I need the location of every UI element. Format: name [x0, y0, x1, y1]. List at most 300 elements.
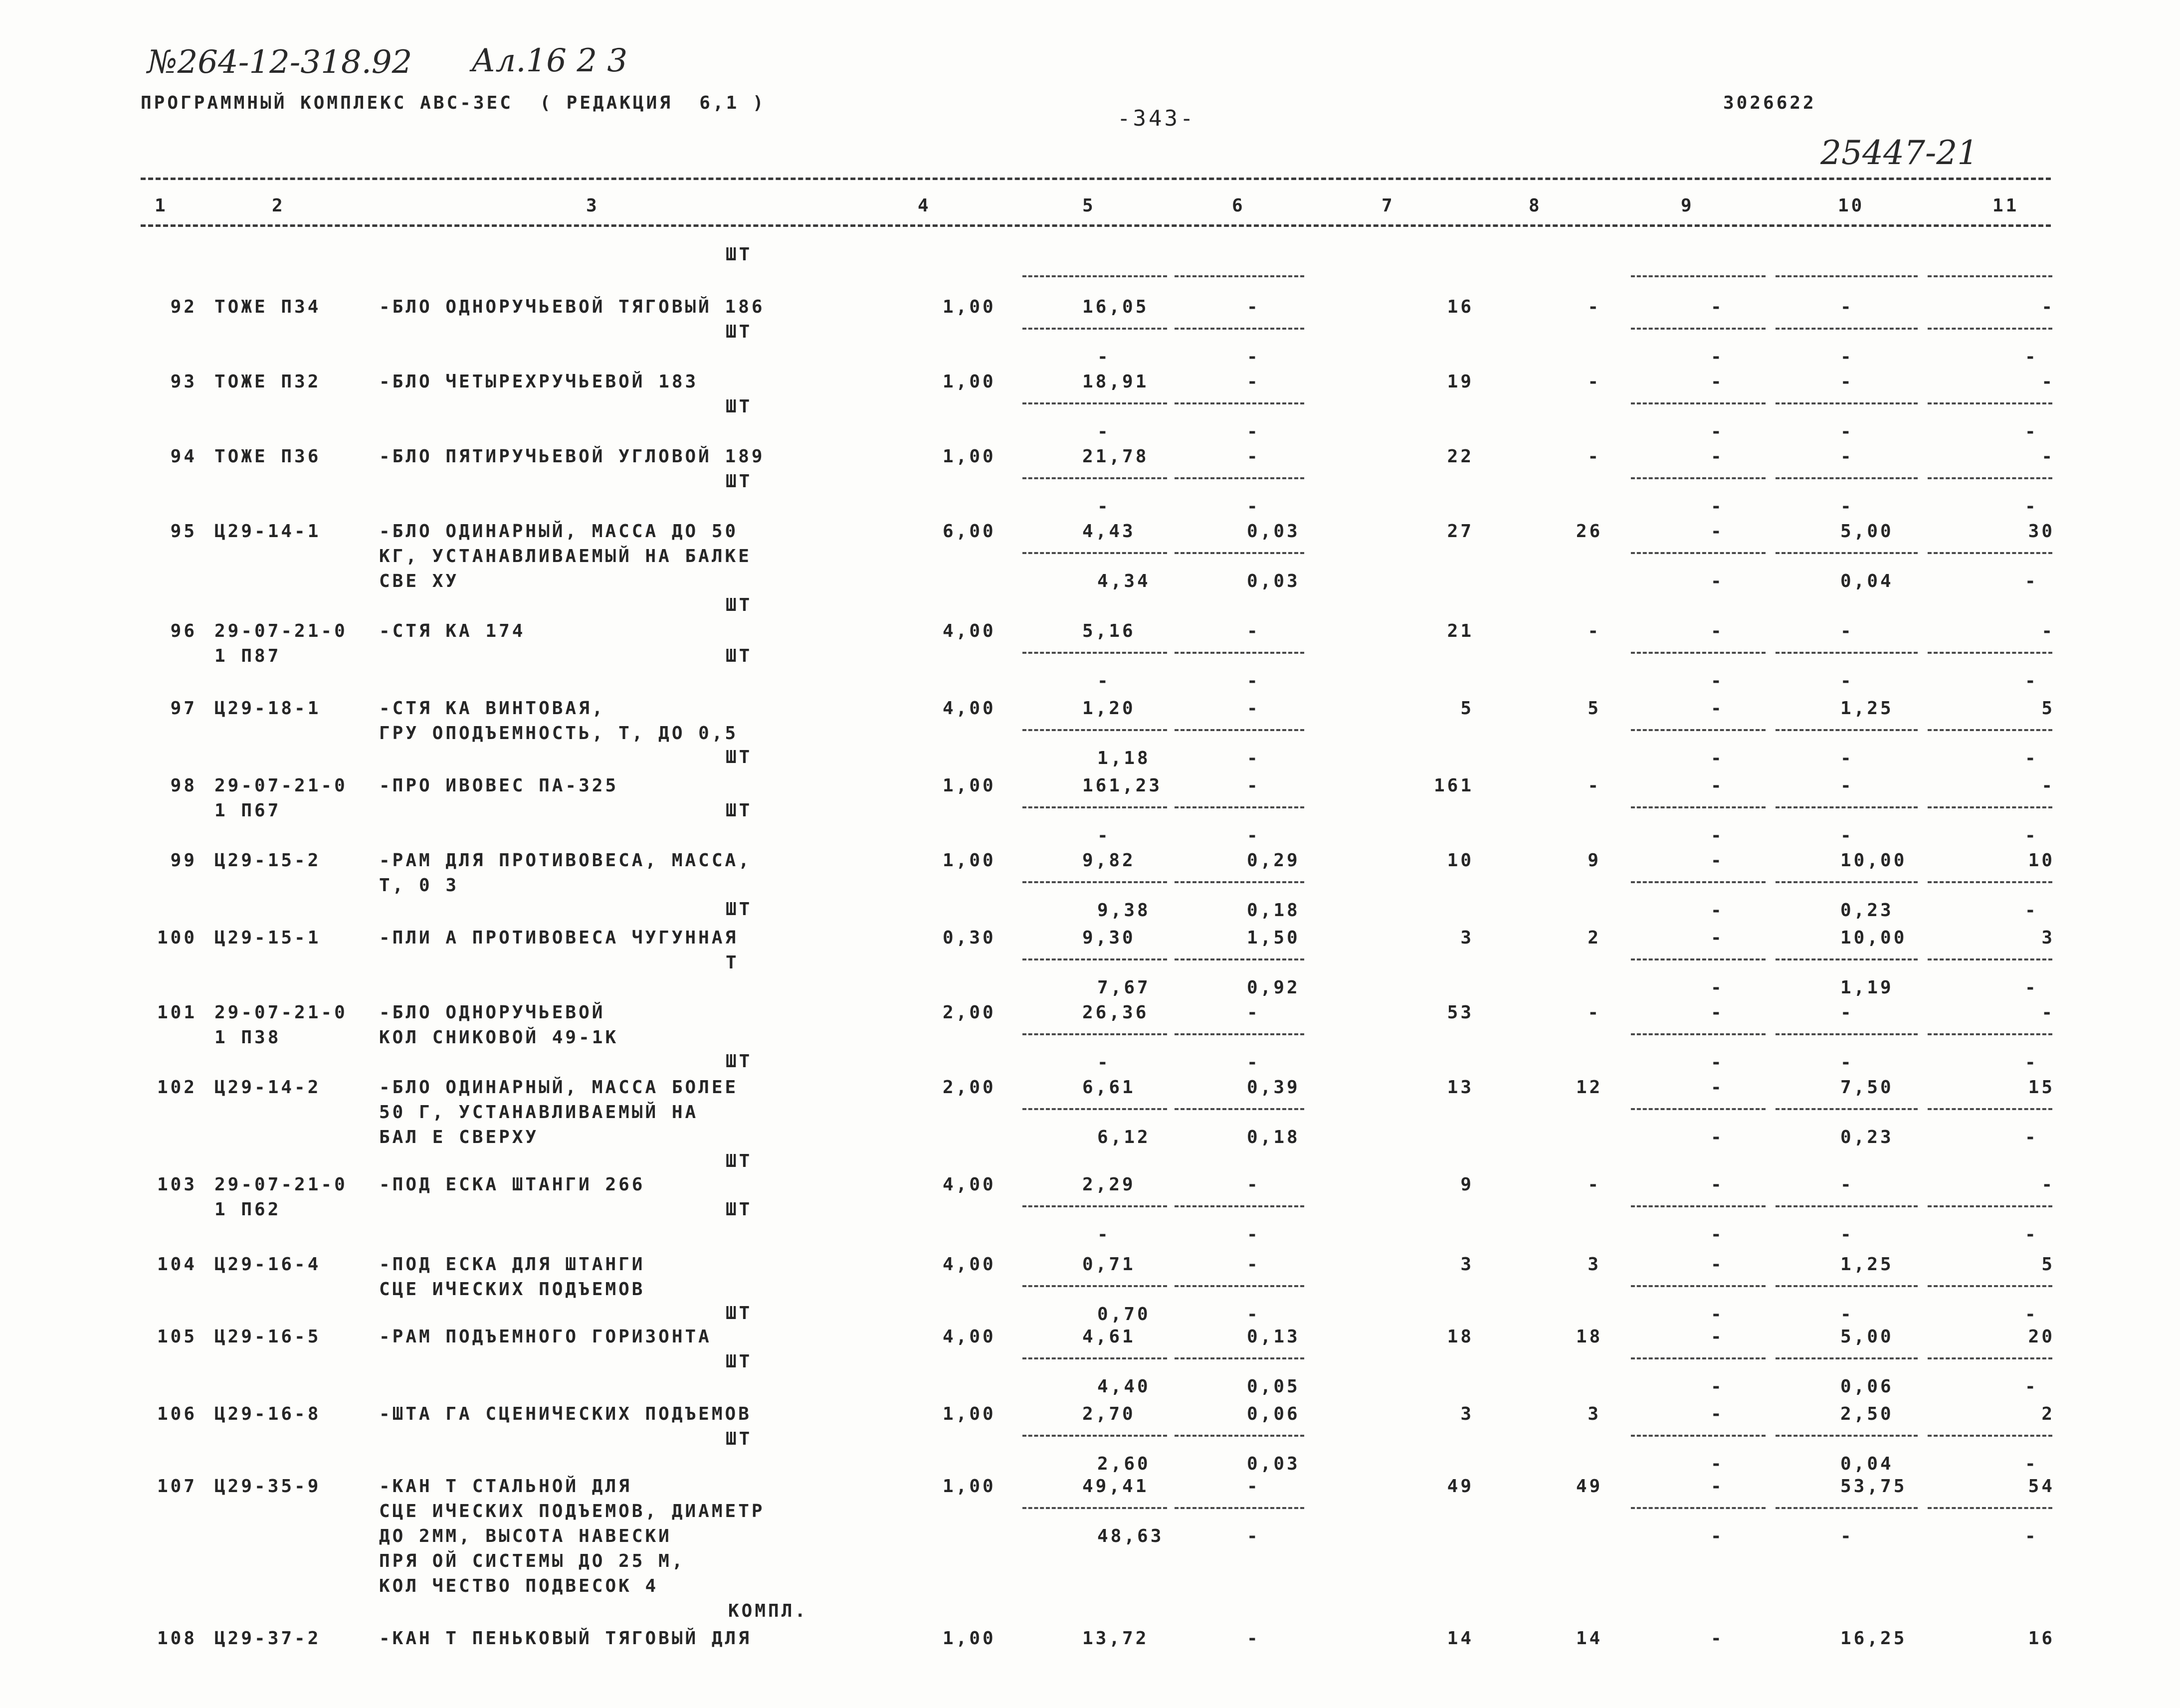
cell-col9: -: [1711, 297, 1724, 317]
row-name: ДО 2ММ, ВЫСОТА НАВЕСКИ: [379, 1526, 672, 1546]
cell-col9: -: [1711, 698, 1724, 719]
cell-col9-second: -: [1711, 671, 1724, 691]
row-number: 103: [157, 1174, 197, 1195]
cell-rule-col11: [1928, 402, 2052, 404]
cell-col5: 0,71: [1082, 1254, 1136, 1275]
row-unit: ШТ: [726, 747, 753, 767]
row-name: -БЛО ОДИНАРНЫЙ, МАССА БОЛЕЕ: [379, 1077, 739, 1098]
cell-rule-col11: [1928, 958, 2052, 960]
cell-col8: -: [1587, 775, 1601, 796]
cell-rule-col11: [1928, 477, 2052, 479]
column-header-10: 10: [1838, 195, 1865, 216]
cell-col10-second: -: [1840, 1526, 1854, 1546]
cell-col7: 19: [1447, 372, 1474, 392]
cell-col10-second: 0,06: [1840, 1376, 1894, 1397]
cell-col8: 18: [1576, 1327, 1603, 1347]
row-unit: ШТ: [726, 1303, 753, 1324]
cell-rule-col5: [1022, 652, 1167, 654]
row-code: Ц29-35-9: [214, 1476, 321, 1497]
cell-rule-col5: [1022, 328, 1167, 330]
cell-col9-second: -: [1711, 496, 1724, 517]
cell-rule-col10: [1776, 477, 1918, 479]
cell-col10-second: -: [1840, 671, 1854, 691]
cell-rule-col11: [1928, 806, 2052, 808]
row-quantity: 4,00: [943, 698, 996, 719]
cell-col9: -: [1711, 521, 1724, 542]
row-name: Т, 0 3: [379, 875, 459, 896]
row-name: ГРУ ОПОДЪЕМНОСТЬ, Т, ДО 0,5: [379, 723, 739, 744]
cell-col10: -: [1840, 372, 1854, 392]
cell-rule-col10: [1776, 652, 1918, 654]
cell-col11-second: -: [2025, 496, 2038, 517]
row-quantity: 4,00: [943, 1174, 996, 1195]
cell-col9-second: -: [1711, 977, 1724, 998]
cell-col11-second: -: [2025, 1304, 2038, 1325]
row-name: -СТЯ КА 174: [379, 621, 526, 641]
row-unit: ШТ: [726, 595, 753, 615]
row-code: 29-07-21-0: [214, 1002, 348, 1023]
cell-col6-second: -: [1247, 1304, 1260, 1325]
cell-col9-second: -: [1711, 1376, 1724, 1397]
cell-col5: 4,61: [1082, 1327, 1136, 1347]
row-name: БАЛ Е СВЕРХУ: [379, 1127, 539, 1147]
cell-rule-col5: [1022, 275, 1167, 277]
cell-col8: -: [1587, 446, 1601, 467]
cell-rule-col11: [1928, 729, 2052, 731]
row-unit: ШТ: [726, 1151, 753, 1171]
cell-col6: -: [1247, 1002, 1260, 1023]
row-code: Ц29-15-2: [214, 850, 321, 871]
row-name: -ПОД ЕСКА ДЛЯ ШТАНГИ: [379, 1254, 645, 1275]
cell-rule-col6: [1175, 275, 1304, 277]
cell-col5: 26,36: [1082, 1002, 1149, 1023]
cell-col10: -: [1840, 775, 1854, 796]
handwritten-document-number: №264-12-318.92: [147, 44, 412, 81]
cell-col9: -: [1711, 1476, 1724, 1497]
program-line: ПРОГРАММНЫЙ КОМПЛЕКС АВС-ЗЕС ( РЕДАКЦИЯ 6,1 ): [141, 93, 766, 113]
cell-col5-second: -: [1097, 1224, 1111, 1245]
cell-col10-second: -: [1840, 1304, 1854, 1325]
cell-col5-second: 2,60: [1097, 1454, 1151, 1474]
cell-rule-col9: [1631, 402, 1766, 404]
cell-rule-col10: [1776, 1033, 1918, 1035]
column-header-5: 5: [1082, 195, 1096, 216]
cell-col10-second: -: [1840, 825, 1854, 846]
row-unit: ШТ: [726, 800, 753, 821]
cell-col11-second: -: [2025, 1127, 2038, 1147]
row-name: -ШТА ГА СЦЕНИЧЕСКИХ ПОДЪЕМОВ: [379, 1404, 752, 1424]
cell-col5: 1,20: [1082, 698, 1136, 719]
cell-col11: -: [2041, 621, 2055, 641]
cell-col11: -: [2041, 775, 2055, 796]
cell-rule-col9: [1631, 1108, 1766, 1110]
cell-col11: -: [2041, 372, 2055, 392]
cell-rule-col6: [1175, 1108, 1304, 1110]
cell-rule-col9: [1631, 729, 1766, 731]
cell-col8: 3: [1587, 1404, 1601, 1424]
cell-col11-second: -: [2025, 347, 2038, 367]
cell-rule-col10: [1776, 402, 1918, 404]
cell-rule-col11: [1928, 275, 2052, 277]
cell-col9: -: [1711, 446, 1724, 467]
cell-col7: 3: [1460, 1254, 1474, 1275]
cell-col6-second: 0,18: [1247, 1127, 1300, 1147]
cell-rule-col9: [1631, 881, 1766, 883]
column-header-2: 2: [272, 195, 285, 216]
row-name: -СТЯ КА ВИНТОВАЯ,: [379, 698, 605, 719]
cell-col10-second: 0,23: [1840, 900, 1894, 921]
cell-col5: 49,41: [1082, 1476, 1149, 1497]
row-quantity: 1,00: [943, 446, 996, 467]
cell-col10-second: -: [1840, 347, 1854, 367]
cell-rule-col11: [1928, 1285, 2052, 1287]
cell-col10-second: 0,04: [1840, 1454, 1894, 1474]
cell-rule-col9: [1631, 1205, 1766, 1207]
cell-col6-second: -: [1247, 496, 1260, 517]
row-unit: КОМПЛ.: [728, 1601, 808, 1621]
cell-rule-col10: [1776, 552, 1918, 554]
cell-col10: -: [1840, 1174, 1854, 1195]
row-number: 105: [157, 1327, 197, 1347]
cell-col11: -: [2041, 446, 2055, 467]
cell-rule-col5: [1022, 1507, 1167, 1509]
row-name: -БЛО ЧЕТЫРЕХРУЧЬЕВОЙ 183: [379, 372, 699, 392]
cell-rule-col11: [1928, 328, 2052, 330]
cell-col9-second: -: [1711, 1454, 1724, 1474]
cell-col9: -: [1711, 1174, 1724, 1195]
cell-col7: 3: [1460, 1404, 1474, 1424]
cell-col11-second: -: [2025, 1052, 2038, 1073]
row-code: 1 П67: [214, 800, 281, 821]
cell-col6: -: [1247, 297, 1260, 317]
cell-col11-second: -: [2025, 825, 2038, 846]
column-header-3: 3: [586, 195, 599, 216]
cell-col7: 49: [1447, 1476, 1474, 1497]
cell-col6: 1,50: [1247, 928, 1300, 948]
row-number: 98: [170, 775, 197, 796]
cell-col6: -: [1247, 372, 1260, 392]
cell-rule-col9: [1631, 652, 1766, 654]
cell-col8: -: [1587, 1174, 1601, 1195]
cell-col9-second: -: [1711, 1304, 1724, 1325]
cell-col11: 2: [2041, 1404, 2055, 1424]
row-code: Ц29-14-1: [214, 521, 321, 542]
cell-rule-col9: [1631, 328, 1766, 330]
cell-rule-col9: [1631, 552, 1766, 554]
cell-rule-col6: [1175, 477, 1304, 479]
row-number: 107: [157, 1476, 197, 1497]
cell-rule-col5: [1022, 1108, 1167, 1110]
cell-col6: -: [1247, 1476, 1260, 1497]
cell-rule-col6: [1175, 1507, 1304, 1509]
cell-rule-col10: [1776, 881, 1918, 883]
row-number: 94: [170, 446, 197, 467]
column-header-6: 6: [1232, 195, 1245, 216]
cell-col10: 10,00: [1840, 928, 1907, 948]
cell-rule-col9: [1631, 1033, 1766, 1035]
row-name: 50 Г, УСТАНАВЛИВАЕМЫЙ НА: [379, 1102, 699, 1123]
cell-col7: 16: [1447, 297, 1474, 317]
cell-col11: 16: [2028, 1628, 2055, 1649]
cell-col8: 26: [1576, 521, 1603, 542]
cell-col7: 21: [1447, 621, 1474, 641]
cell-col7: 10: [1447, 850, 1474, 871]
row-quantity: 4,00: [943, 1327, 996, 1347]
row-unit: ШТ: [726, 1199, 753, 1220]
cell-col11: -: [2041, 297, 2055, 317]
cell-rule-col5: [1022, 1205, 1167, 1207]
cell-col6: 0,03: [1247, 521, 1300, 542]
cell-rule-col6: [1175, 1285, 1304, 1287]
cell-col10: -: [1840, 297, 1854, 317]
row-code: ТОЖЕ П34: [214, 297, 321, 317]
cell-col6-second: -: [1247, 671, 1260, 691]
cell-col5-second: -: [1097, 347, 1111, 367]
cell-rule-col10: [1776, 958, 1918, 960]
cell-rule-col10: [1776, 328, 1918, 330]
cell-col6-second: 0,03: [1247, 1454, 1300, 1474]
cell-col9: -: [1711, 1254, 1724, 1275]
cell-col6: -: [1247, 1254, 1260, 1275]
column-header-9: 9: [1681, 195, 1694, 216]
cell-col5: 9,82: [1082, 850, 1136, 871]
row-number: 104: [157, 1254, 197, 1275]
cell-col9: -: [1711, 621, 1724, 641]
column-header-7: 7: [1382, 195, 1395, 216]
cell-col6: 0,13: [1247, 1327, 1300, 1347]
cell-col6: -: [1247, 446, 1260, 467]
cell-col5: 21,78: [1082, 446, 1149, 467]
cell-col8: 14: [1576, 1628, 1603, 1649]
cell-col5-second: -: [1097, 671, 1111, 691]
cell-rule-col6: [1175, 881, 1304, 883]
cell-col10-second: 1,19: [1840, 977, 1894, 998]
row-code: 1 П62: [214, 1199, 281, 1220]
row-number: 100: [157, 928, 197, 948]
cell-col6-second: -: [1247, 748, 1260, 768]
cell-col11: 5: [2041, 1254, 2055, 1275]
cell-col7: 5: [1460, 698, 1474, 719]
cell-rule-col10: [1776, 1507, 1918, 1509]
row-name: КОЛ ЧЕСТВО ПОДВЕСОК 4: [379, 1576, 659, 1596]
cell-col6-second: -: [1247, 1052, 1260, 1073]
cell-col5: 161,23: [1082, 775, 1163, 796]
cell-col9-second: -: [1711, 748, 1724, 768]
cell-col10-second: 0,04: [1840, 571, 1894, 591]
row-name: -БЛО ОДНОРУЧЬЕВОЙ: [379, 1002, 605, 1023]
cell-rule-col5: [1022, 1285, 1167, 1287]
row-number: 106: [157, 1404, 197, 1424]
cell-col11: 10: [2028, 850, 2055, 871]
row-number: 102: [157, 1077, 197, 1098]
row-quantity: 4,00: [943, 1254, 996, 1275]
cell-col6: -: [1247, 775, 1260, 796]
row-name: -РАМ ДЛЯ ПРОТИВОВЕСА, МАССА,: [379, 850, 752, 871]
cell-col7: 9: [1460, 1174, 1474, 1195]
cell-col9-second: -: [1711, 421, 1724, 442]
row-unit: ШТ: [726, 1351, 753, 1372]
row-number: 93: [170, 372, 197, 392]
cell-col9-second: -: [1711, 1224, 1724, 1245]
page-number: -343-: [1117, 106, 1196, 131]
cell-col5-second: 48,63: [1097, 1526, 1164, 1546]
cell-col10: 2,50: [1840, 1404, 1894, 1424]
row-unit: ШТ: [726, 244, 753, 265]
cell-col5: 2,70: [1082, 1404, 1136, 1424]
row-quantity: 0,30: [943, 928, 996, 948]
cell-rule-col5: [1022, 1357, 1167, 1359]
cell-col11-second: -: [2025, 1526, 2038, 1546]
cell-col5-second: 7,67: [1097, 977, 1151, 998]
column-header-11: 11: [1992, 195, 2019, 216]
row-name: -РАМ ПОДЪЕМНОГО ГОРИЗОНТА: [379, 1327, 712, 1347]
cell-col5-second: 6,12: [1097, 1127, 1151, 1147]
row-code: 1 П87: [214, 646, 281, 666]
cell-rule-col6: [1175, 1205, 1304, 1207]
cell-rule-col6: [1175, 729, 1304, 731]
cell-col11-second: -: [2025, 1224, 2038, 1245]
cell-rule-col5: [1022, 958, 1167, 960]
header-bottom-rule: [141, 224, 2051, 227]
cell-col9-second: -: [1711, 571, 1724, 591]
row-number: 95: [170, 521, 197, 542]
cell-col9-second: -: [1711, 1127, 1724, 1147]
cell-col6: -: [1247, 1174, 1260, 1195]
row-quantity: 4,00: [943, 621, 996, 641]
cell-rule-col9: [1631, 1435, 1766, 1437]
cell-rule-col9: [1631, 1507, 1766, 1509]
row-unit: ШТ: [726, 322, 753, 342]
cell-col5: 9,30: [1082, 928, 1136, 948]
cell-col9: -: [1711, 775, 1724, 796]
row-code: Ц29-14-2: [214, 1077, 321, 1098]
column-header-8: 8: [1529, 195, 1542, 216]
cell-rule-col10: [1776, 729, 1918, 731]
row-code: 29-07-21-0: [214, 1174, 348, 1195]
cell-rule-col9: [1631, 958, 1766, 960]
cell-rule-col10: [1776, 1357, 1918, 1359]
cell-col8: 5: [1587, 698, 1601, 719]
cell-col11-second: -: [2025, 671, 2038, 691]
row-name: ПРЯ ОЙ СИСТЕМЫ ДО 25 М,: [379, 1551, 685, 1571]
row-number: 101: [157, 1002, 197, 1023]
cell-col11: 20: [2028, 1327, 2055, 1347]
cell-col11-second: -: [2025, 1376, 2038, 1397]
cell-col10-second: -: [1840, 1224, 1854, 1245]
row-code: ТОЖЕ П32: [214, 372, 321, 392]
cell-col7: 53: [1447, 1002, 1474, 1023]
row-name: -ПРО ИВОВЕС ПА-325: [379, 775, 619, 796]
cell-col10: 1,25: [1840, 698, 1894, 719]
cell-rule-col9: [1631, 477, 1766, 479]
cell-col5-second: -: [1097, 421, 1111, 442]
row-quantity: 1,00: [943, 1404, 996, 1424]
row-name: -ПЛИ А ПРОТИВОВЕСА ЧУГУННАЯ: [379, 928, 739, 948]
cell-col10-second: -: [1840, 421, 1854, 442]
cell-col6-second: -: [1247, 825, 1260, 846]
cell-col11-second: -: [2025, 748, 2038, 768]
cell-col10: 1,25: [1840, 1254, 1894, 1275]
cell-col10: 5,00: [1840, 521, 1894, 542]
cell-col6: -: [1247, 621, 1260, 641]
cell-col6-second: 0,18: [1247, 900, 1300, 921]
row-number: 96: [170, 621, 197, 641]
cell-col11: -: [2041, 1002, 2055, 1023]
cell-col8: -: [1587, 621, 1601, 641]
cell-col7: 3: [1460, 928, 1474, 948]
cell-rule-col5: [1022, 477, 1167, 479]
cell-col10: -: [1840, 621, 1854, 641]
cell-col6-second: 0,03: [1247, 571, 1300, 591]
cell-rule-col9: [1631, 1285, 1766, 1287]
cell-col10: -: [1840, 446, 1854, 467]
row-code: 29-07-21-0: [214, 621, 348, 641]
row-quantity: 1,00: [943, 372, 996, 392]
cell-col8: 9: [1587, 850, 1601, 871]
cell-rule-col5: [1022, 729, 1167, 731]
cell-rule-col11: [1928, 1357, 2052, 1359]
cell-col8: 2: [1587, 928, 1601, 948]
row-name: СЦЕ ИЧЕСКИХ ПОДЪЕМОВ, ДИАМЕТР: [379, 1501, 765, 1521]
cell-col5: 16,05: [1082, 297, 1149, 317]
cell-col7: 161: [1433, 775, 1474, 796]
cell-col10: 10,00: [1840, 850, 1907, 871]
cell-rule-col11: [1928, 652, 2052, 654]
cell-col8: 3: [1587, 1254, 1601, 1275]
cell-col9: -: [1711, 1404, 1724, 1424]
row-name: -КАН Т ПЕНЬКОВЫЙ ТЯГОВЫЙ ДЛЯ: [379, 1628, 752, 1649]
cell-col6: 0,29: [1247, 850, 1300, 871]
cell-col8: 49: [1576, 1476, 1603, 1497]
cell-col5: 18,91: [1082, 372, 1149, 392]
cell-col8: -: [1587, 297, 1601, 317]
cell-col5-second: 0,70: [1097, 1304, 1151, 1325]
cell-col5-second: 4,34: [1097, 571, 1151, 591]
cell-rule-col6: [1175, 328, 1304, 330]
row-quantity: 1,00: [943, 297, 996, 317]
cell-col9: -: [1711, 850, 1724, 871]
row-unit: Т: [726, 952, 739, 973]
cell-col9-second: -: [1711, 825, 1724, 846]
cell-col5: 2,29: [1082, 1174, 1136, 1195]
cell-rule-col11: [1928, 1108, 2052, 1110]
cell-rule-col6: [1175, 1435, 1304, 1437]
cell-col8: -: [1587, 372, 1601, 392]
row-code: 29-07-21-0: [214, 775, 348, 796]
cell-col6-second: -: [1247, 421, 1260, 442]
row-code: 1 П38: [214, 1027, 281, 1048]
row-code: Ц29-37-2: [214, 1628, 321, 1649]
row-unit: ШТ: [726, 396, 753, 417]
cell-rule-col6: [1175, 1357, 1304, 1359]
cell-rule-col5: [1022, 402, 1167, 404]
cell-col6: -: [1247, 1628, 1260, 1649]
cell-col11: 15: [2028, 1077, 2055, 1098]
cell-col11: 30: [2028, 521, 2055, 542]
cell-rule-col11: [1928, 1435, 2052, 1437]
cell-col11: -: [2041, 1174, 2055, 1195]
cell-rule-col10: [1776, 275, 1918, 277]
cell-col9: -: [1711, 372, 1724, 392]
header-top-rule: [141, 178, 2051, 180]
row-quantity: 2,00: [943, 1077, 996, 1098]
cell-col11-second: -: [2025, 900, 2038, 921]
cell-col5-second: 4,40: [1097, 1376, 1151, 1397]
cell-col9: -: [1711, 1628, 1724, 1649]
cell-col5: 13,72: [1082, 1628, 1149, 1649]
row-code: Ц29-18-1: [214, 698, 321, 719]
cell-col5: 4,43: [1082, 521, 1136, 542]
